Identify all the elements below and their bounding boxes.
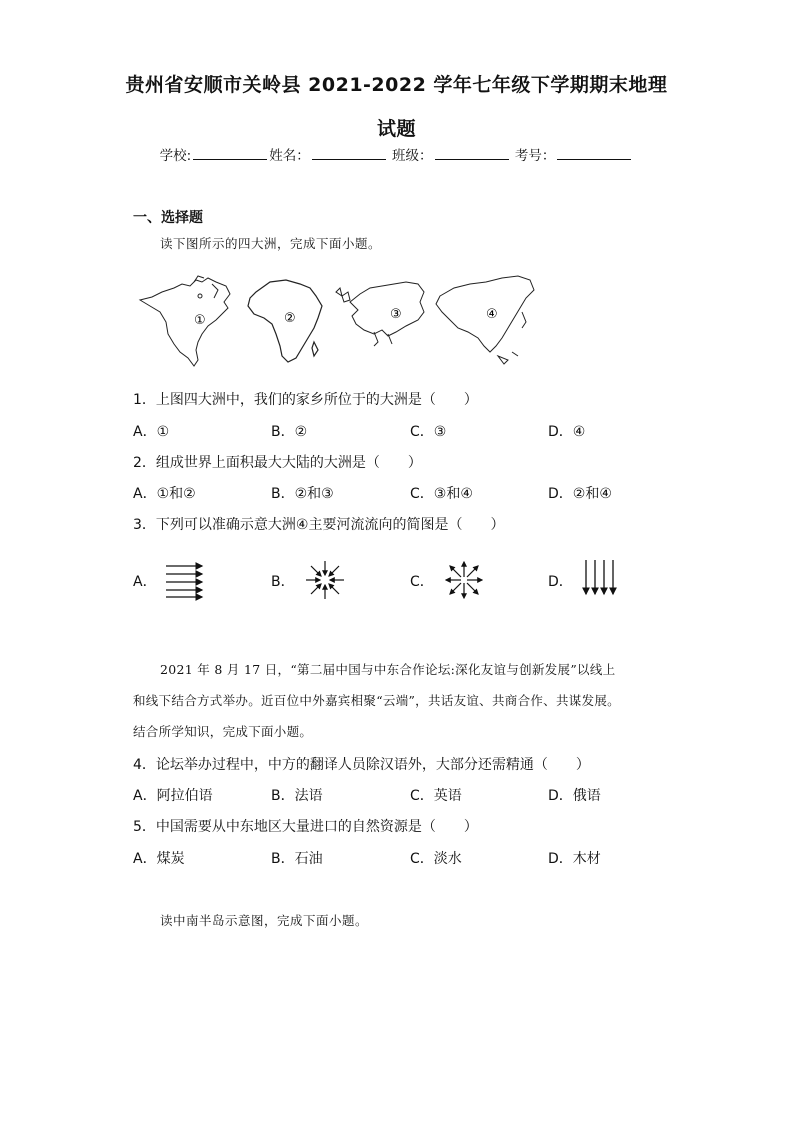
q4-option-c[interactable]: C．英语	[410, 788, 462, 804]
asia-map	[436, 276, 534, 364]
passage-line-3: 结合所学知识，完成下面小题。	[133, 724, 313, 739]
section-intro: 读下图所示的四大洲，完成下面小题。	[160, 236, 382, 251]
number-label: 考号：	[514, 148, 556, 164]
q1-option-a[interactable]: A．①	[133, 424, 170, 440]
class-blank[interactable]	[435, 145, 509, 160]
map-label-3: ③	[390, 307, 402, 322]
question-4: 4．论坛举办过程中，中方的翻译人员除汉语外，大部分还需精通（ ）	[133, 757, 590, 773]
question-1: 1．上图四大洲中，我们的家乡所位于的大洲是（ ）	[133, 392, 478, 408]
q3-option-d[interactable]: D．	[548, 574, 573, 590]
converging-arrows-icon	[305, 560, 345, 600]
question-2: 2．组成世界上面积最大大陆的大洲是（ ）	[133, 455, 422, 471]
north-america-map	[140, 276, 230, 366]
q3-option-b[interactable]: B．	[271, 574, 295, 590]
parallel-arrows-down-icon	[582, 558, 622, 600]
section-heading: 一、选择题	[133, 210, 203, 226]
q5-option-d[interactable]: D．木材	[548, 851, 601, 867]
student-info-row	[0, 144, 793, 164]
closing-instruction: 读中南半岛示意图，完成下面小题。	[160, 913, 369, 928]
parallel-arrows-right-icon	[164, 560, 208, 600]
q1-option-d[interactable]: D．④	[548, 424, 586, 440]
diverging-arrows-icon	[444, 560, 484, 600]
q1-option-b[interactable]: B．②	[271, 424, 308, 440]
page-title: 贵州省安顺市关岭县 2021-2022 学年七年级下学期期末地理	[125, 74, 668, 96]
q4-option-a[interactable]: A．阿拉伯语	[133, 788, 213, 804]
q5-option-a[interactable]: A．煤炭	[133, 851, 185, 867]
question-3: 3．下列可以准确示意大洲④主要河流流向的简图是（ ）	[133, 517, 505, 533]
q2-option-b[interactable]: B．②和③	[271, 486, 334, 502]
q3-option-a[interactable]: A．	[133, 574, 157, 590]
q3-option-c[interactable]: C．	[410, 574, 434, 590]
map-label-4: ④	[486, 307, 498, 322]
class-label: 班级：	[392, 148, 433, 164]
q2-option-d[interactable]: D．②和④	[548, 486, 612, 502]
map-label-1: ①	[194, 313, 206, 328]
q2-option-c[interactable]: C．③和④	[410, 486, 473, 502]
name-label: 姓名：	[269, 148, 310, 164]
page-title-line2: 试题	[376, 118, 416, 140]
q5-option-c[interactable]: C．淡水	[410, 851, 462, 867]
map-label-2: ②	[284, 311, 296, 326]
question-5: 5．中国需要从中东地区大量进口的自然资源是（ ）	[133, 819, 478, 835]
name-blank[interactable]	[312, 145, 386, 160]
school-blank[interactable]	[193, 145, 267, 160]
q5-option-b[interactable]: B．石油	[271, 851, 323, 867]
school-label: 学校:	[159, 148, 192, 164]
passage-line-1: 2021 年 8 月 17 日，“第二届中国与中东合作论坛:深化友谊与创新发展”以线上	[160, 662, 616, 677]
passage-line-2: 和线下结合方式举办。近百位中外嘉宾相聚“云端”，共话友谊、共商合作、共谋发展。	[133, 693, 620, 708]
q4-option-d[interactable]: D．俄语	[548, 788, 601, 804]
q2-option-a[interactable]: A．①和②	[133, 486, 196, 502]
number-blank[interactable]	[557, 145, 631, 160]
continent-maps	[138, 272, 538, 372]
q1-option-c[interactable]: C．③	[410, 424, 447, 440]
q4-option-b[interactable]: B．法语	[271, 788, 323, 804]
europe-map	[336, 282, 424, 346]
